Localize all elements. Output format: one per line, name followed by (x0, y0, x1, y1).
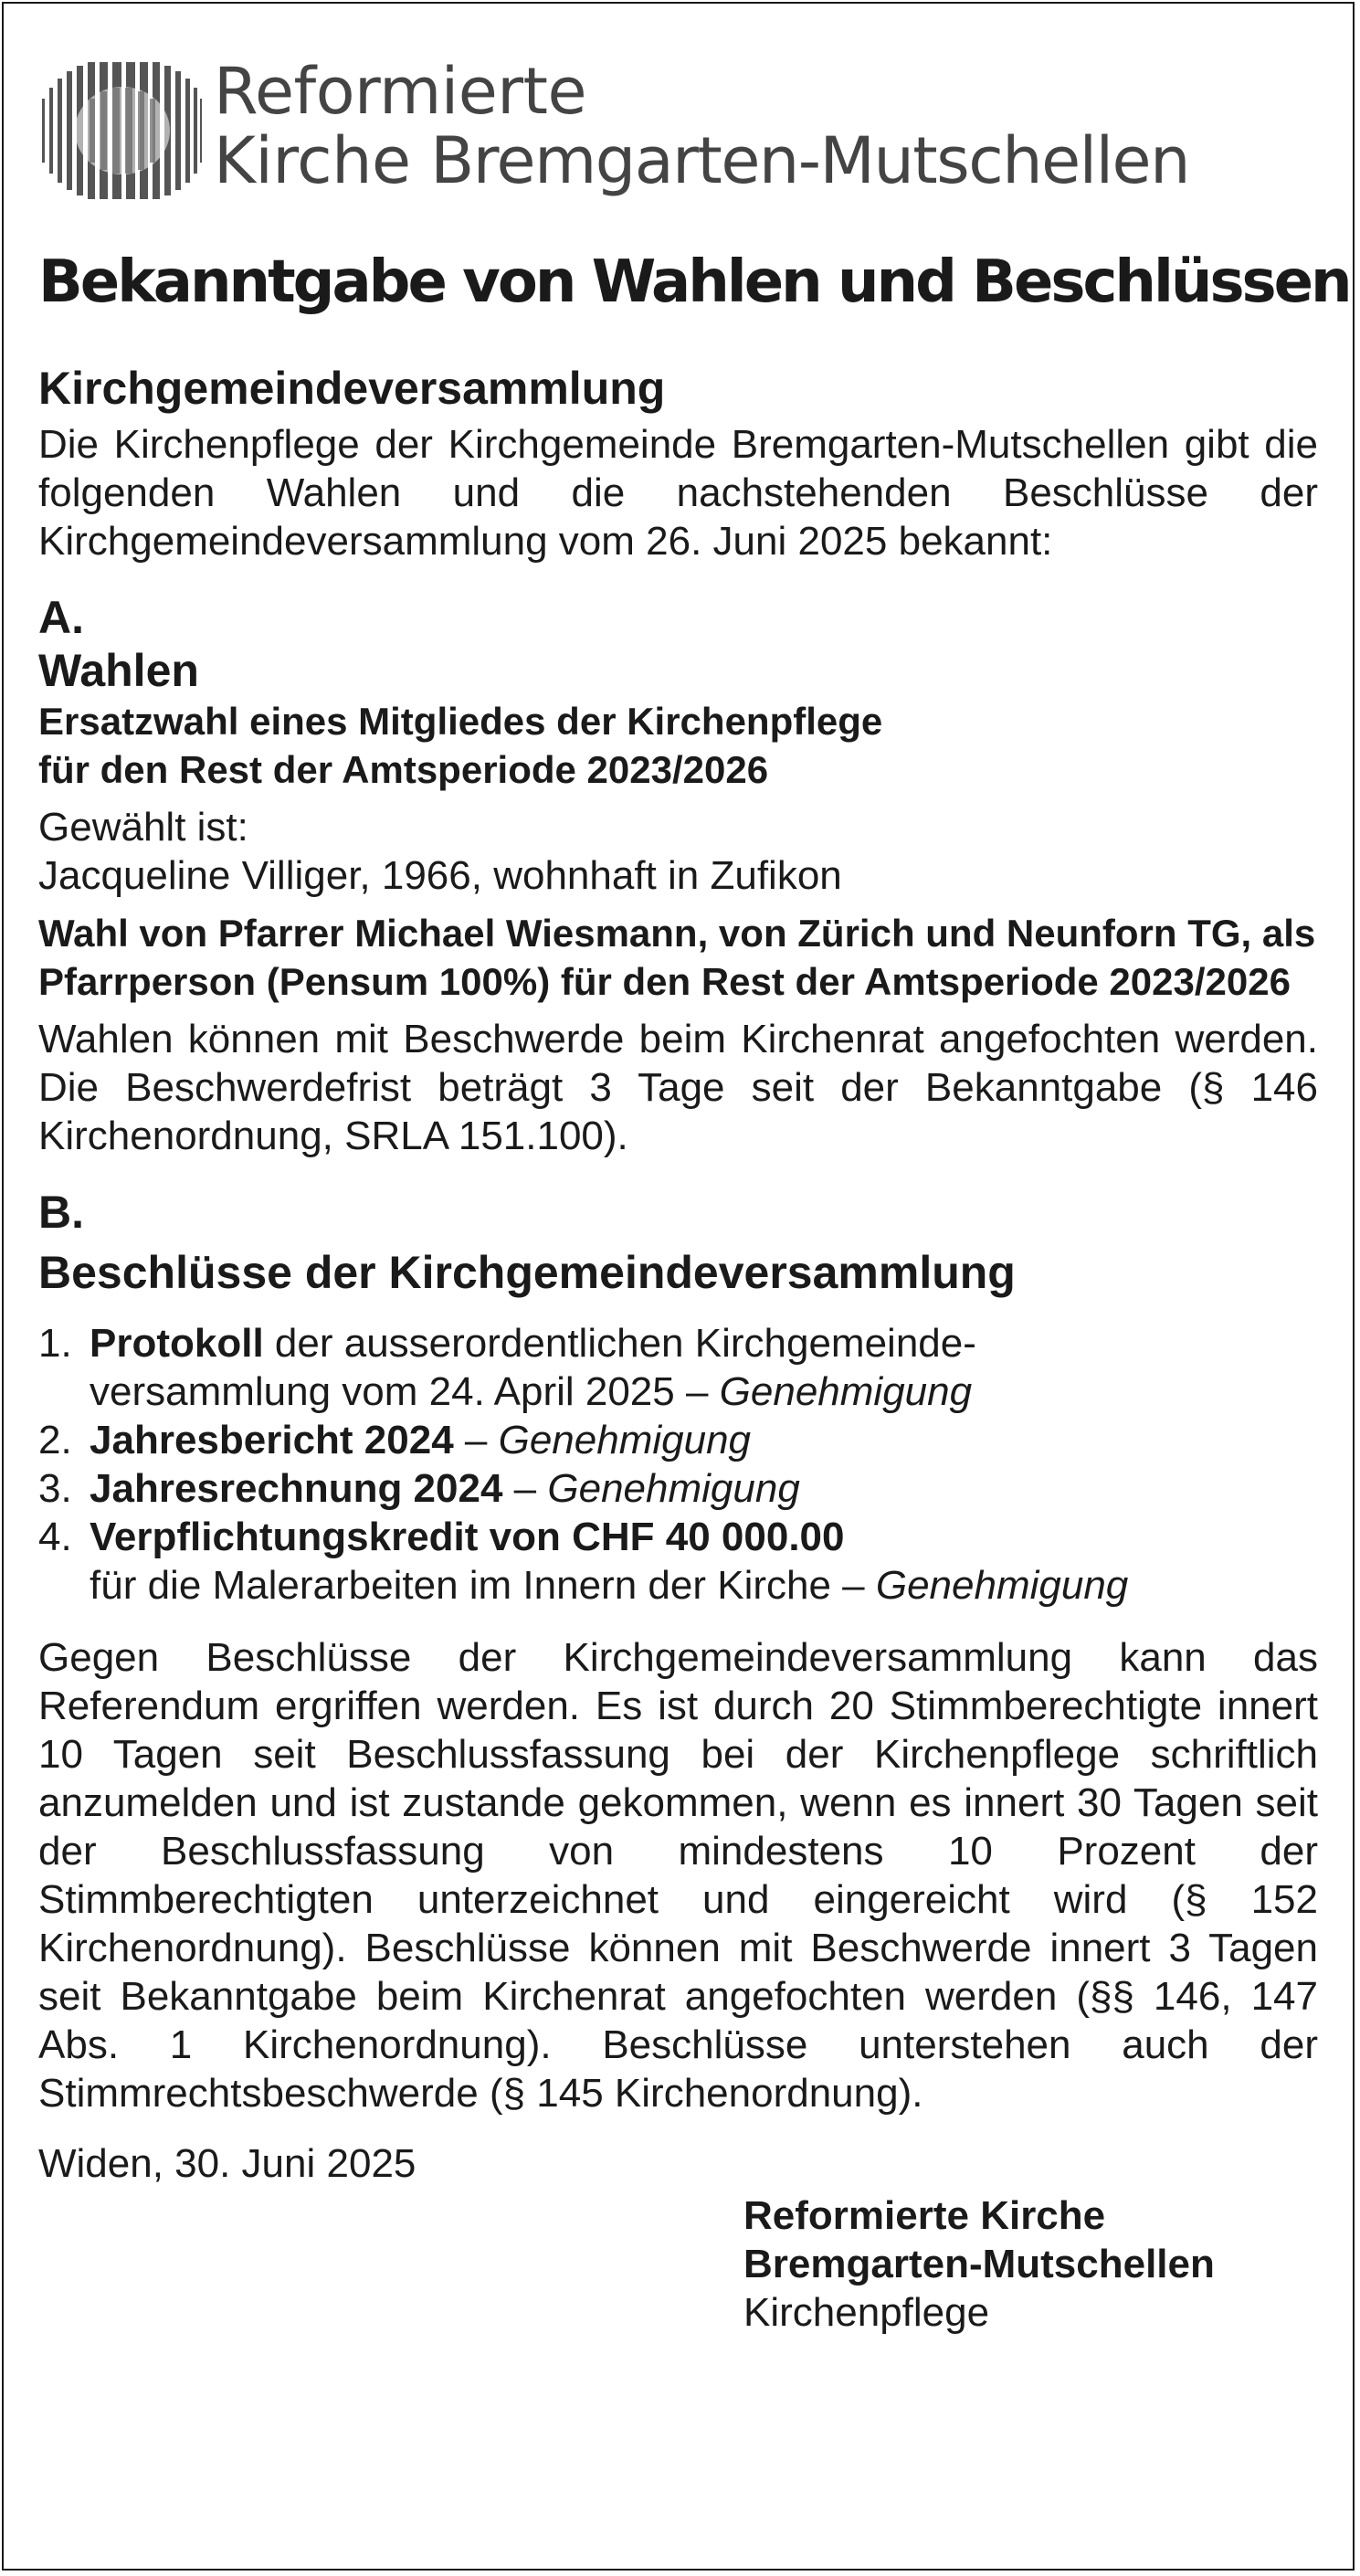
referendum-text: Gegen Beschlüsse der Kirchgemeindeversammlung kann das Referendum ergriffen werden. Es ist durch 20 Stimmberechtigte innert 10 Tagen seit Beschlussfassung bei der Kirchenpflege schriftlich anzumelden und ist zustande gekommen, wenn es innert 30 Tagen seit der Beschlussfassung von mindestens 10 Prozent der Stimmberechtigten unterzeichnet und eingereicht wird (§ 152 Kirchenordnung). Beschlüsse können mit Beschwerde innert 3 Tagen seit Bekanntgabe beim Kirchenrat angefochten werden (§§ 146, 147 Abs. 1 Kirchenordnung). Beschlüsse unterstehen auch der Stimmrechtsbeschwerde (§ 145 Kirchenordnung). (38, 1635, 1318, 2116)
church-logo-text (214, 54, 1189, 198)
announcement (38, 4, 1350, 2569)
signature-line-2: Bremgarten-Mutschellen (743, 2242, 1215, 2286)
item-number: 1. (38, 1321, 72, 1366)
item-text-continued: für die Malerarbeiten im Innern der Kirche – (90, 1563, 876, 1608)
elected-label: Gewählt ist: (38, 805, 248, 850)
item-title: Protokoll (90, 1321, 264, 1366)
church-logo-icon (42, 62, 202, 199)
item-number: 2. (38, 1418, 72, 1462)
item-status: Genehmigung (875, 1563, 1129, 1608)
logo-line-1: Reformierte (214, 54, 587, 129)
logo-word-location: Bremgarten-Mutschellen (430, 123, 1189, 198)
section-b-heading: Beschlüsse der Kirchgemeindeversammlung (38, 1247, 1016, 1298)
list-item (38, 1319, 1318, 1416)
item-text: – (453, 1418, 499, 1462)
logo-line-2 (214, 123, 1189, 198)
election-1-title (38, 697, 1318, 794)
list-item (38, 1416, 1318, 1464)
signature-block (743, 2191, 1318, 2337)
place-date: Widen, 30. Juni 2025 (38, 2141, 416, 2186)
intro-text: Die Kirchenpflege der Kirchgemeinde Bremgarten-Mutschellen gibt die folgenden Wahlen und die nachstehenden Beschlüsse der Kirchgemeindeversammlung vom 26. Juni 2025 bekannt: (38, 422, 1318, 564)
item-title: Jahresrechnung 2024 (90, 1466, 503, 1511)
elected-person: Jacqueline Villiger, 1966, wohnhaft in Zufikon (38, 853, 842, 898)
item-text: der ausserordentlichen Kirchgemeinde- (263, 1321, 976, 1366)
page-title: Bekanntgabe von Wahlen und Beschlüssen (38, 248, 1350, 316)
section-a-letter: A. (38, 592, 84, 643)
section-b-letter: B. (38, 1187, 84, 1238)
item-title: Verpflichtungskredit von CHF 40 000.00 (90, 1515, 845, 1559)
election-appeal-text: Wahlen können mit Beschwerde beim Kirchenrat angefochten werden. Die Beschwerdefrist beträgt 3 Tage seit der Bekanntgabe (§ 146 Kirchenordnung, SRLA 151.100). (38, 1017, 1318, 1158)
list-item (38, 1513, 1318, 1610)
logo-word-kirche: Kirche (214, 123, 411, 198)
item-text: – (502, 1466, 548, 1511)
item-status: Genehmigung (547, 1466, 800, 1511)
section-a-heading: Wahlen (38, 645, 199, 696)
item-status: Genehmigung (719, 1369, 973, 1414)
item-number: 3. (38, 1466, 72, 1511)
announcement-body (38, 362, 1318, 2337)
item-status: Genehmigung (498, 1418, 752, 1462)
document-frame (2, 2, 1355, 2571)
item-number: 4. (38, 1515, 72, 1559)
election-2-title: Wahl von Pfarrer Michael Wiesmann, von Zürich und Neunforn TG, als Pfarrperson (Pensum 100%) für den Rest der Amtsperiode 2023/2026 (38, 912, 1316, 1003)
item-title: Jahresbericht 2024 (90, 1418, 454, 1462)
list-item (38, 1464, 1318, 1513)
resolutions-list (38, 1319, 1318, 1610)
signature-line-3: Kirchenpflege (743, 2290, 990, 2335)
election-1-title-line-1: Ersatzwahl eines Mitgliedes der Kirchenpflege (38, 700, 883, 743)
item-text-continued: versammlung vom 24. April 2025 – (90, 1369, 720, 1414)
election-1-title-line-2: für den Rest der Amtsperiode 2023/2026 (38, 748, 769, 791)
church-logo (38, 48, 1317, 203)
signature-line-1: Reformierte Kirche (743, 2193, 1106, 2238)
intro-heading: Kirchgemeindeversammlung (38, 363, 666, 414)
